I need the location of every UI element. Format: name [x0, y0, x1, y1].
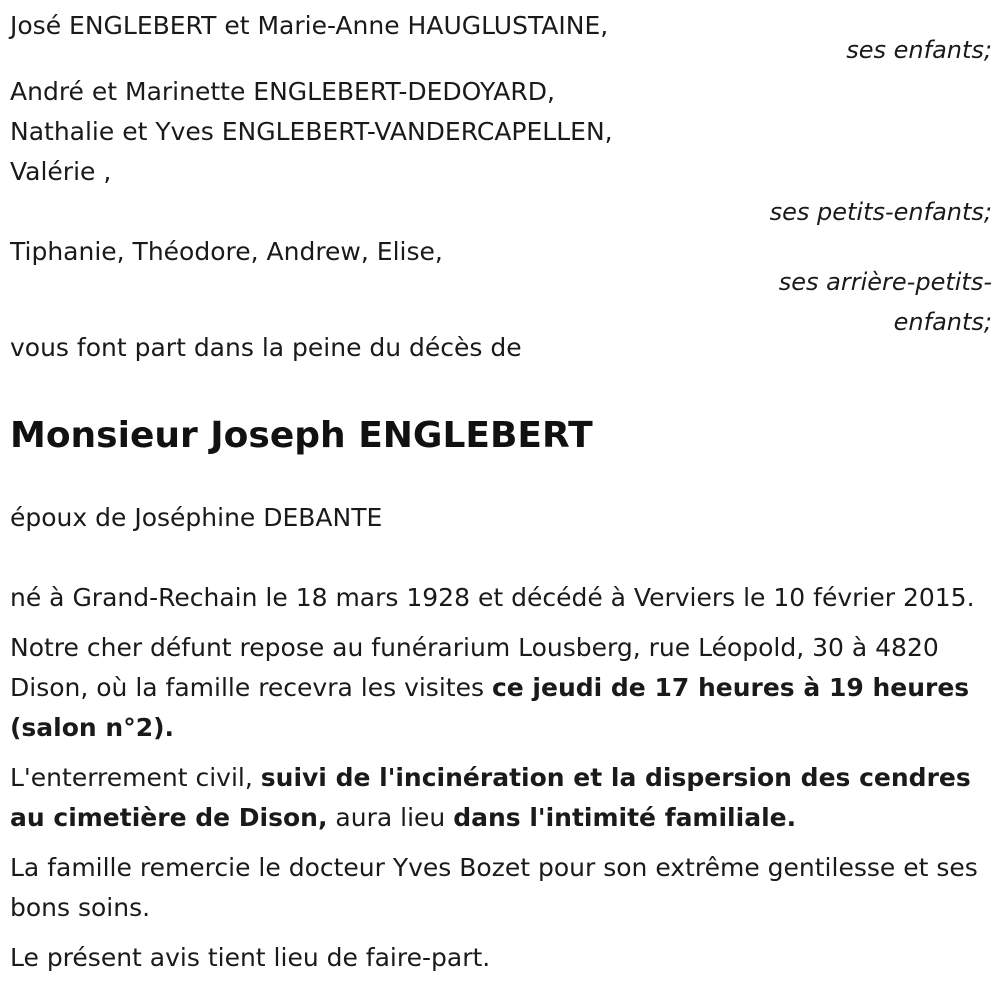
- grandchildren-label: ses petits-enfants;: [769, 198, 992, 226]
- great-grandchildren-line: Tiphanie, Théodore, Andrew, Elise,: [10, 237, 443, 266]
- burial-details: suivi de l'incinération et la dispersion des cendres au cimetière de Dison,: [10, 763, 971, 832]
- burial-privacy: dans l'intimité familiale.: [453, 803, 797, 832]
- birth-death-paragraph: né à Grand-Rechain le 18 mars 1928 et décédé à Verviers le 10 février 2015.: [10, 583, 975, 612]
- grandchild-line: Nathalie et Yves ENGLEBERT-VANDERCAPELLEN,: [10, 117, 613, 146]
- visit-time: ce jeudi de 17 heures à 19 heures (salon n°2).: [10, 673, 970, 742]
- closing-paragraph: Le présent avis tient lieu de faire-part.: [10, 943, 491, 972]
- spouse-line: époux de Joséphine DEBANTE: [10, 503, 383, 532]
- children-label: ses enfants;: [846, 36, 992, 64]
- great-grandchildren-label-cont: enfants;: [893, 308, 992, 336]
- grandchild-line: Valérie ,: [10, 157, 112, 186]
- thanks-paragraph: La famille remercie le docteur Yves Bozet pour son extrême gentilesse et ses bons soins.: [10, 853, 978, 922]
- obituary-notice: [10, 6, 992, 988]
- great-grandchildren-label: ses arrière-petits-: [778, 268, 992, 296]
- burial-text: L'enterrement civil,: [10, 763, 261, 792]
- deceased-name: Monsieur Joseph ENGLEBERT: [10, 415, 593, 456]
- rest-text: Notre cher défunt repose au funérarium Lousberg, rue Léopold, 30 à 4820 Dison, où la famille recevra les visites: [10, 633, 939, 702]
- burial-paragraph: [10, 758, 992, 838]
- grandchild-line: André et Marinette ENGLEBERT-DEDOYARD,: [10, 77, 555, 106]
- rest-paragraph: [10, 628, 992, 748]
- burial-text-2: aura lieu: [327, 803, 454, 832]
- announcement: vous font part dans la peine du décès de: [10, 333, 522, 362]
- children-line: José ENGLEBERT et Marie-Anne HAUGLUSTAINE,: [10, 11, 609, 40]
